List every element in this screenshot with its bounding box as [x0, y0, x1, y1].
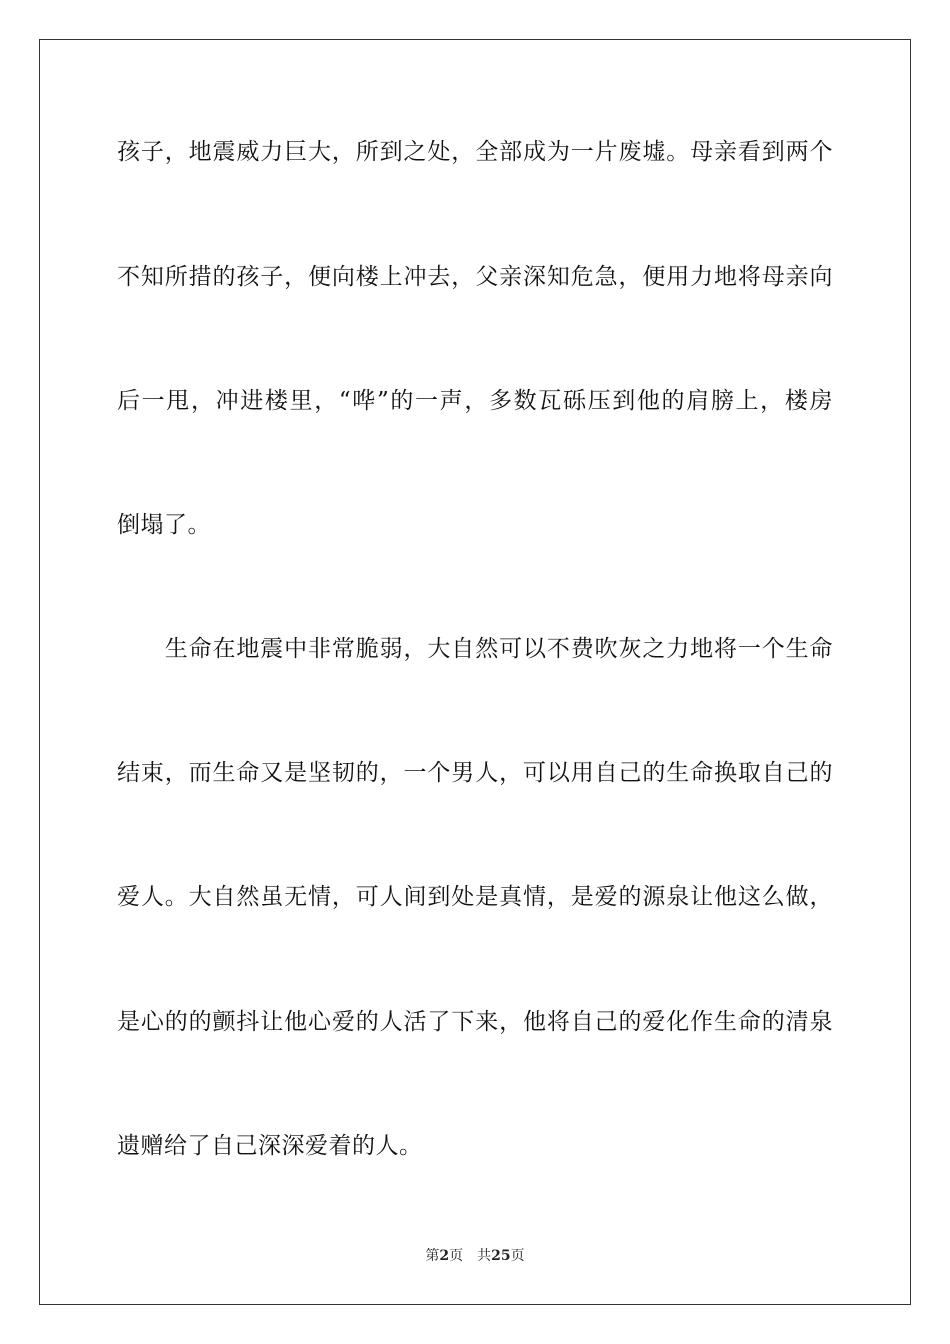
footer-suffix: 页: [510, 1248, 525, 1264]
body-text-line: 倒塌了。: [117, 512, 211, 538]
total-page-count: 25: [491, 1248, 511, 1264]
body-text-line: 爱人。大自然虽无情，可人间到处是真情，是爱的源泉让他这么做，: [117, 884, 833, 910]
current-page-number: 2: [439, 1248, 450, 1264]
page-number-footer: [0, 1246, 950, 1266]
body-text-line: 结束，而生命又是坚韧的，一个男人，可以用自己的生命换取自己的: [117, 760, 833, 786]
body-text-line: 是心的的颤抖让他心爱的人活了下来，他将自己的爱化作生命的清泉: [117, 1009, 833, 1035]
footer-mid: 页 共: [449, 1248, 492, 1264]
page-border: [39, 39, 911, 1305]
body-text-line: 不知所措的孩子，便向楼上冲去，父亲深知危急，便用力地将母亲向: [117, 264, 833, 290]
body-text-line: 孩子，地震威力巨大，所到之处，全部成为一片废墟。母亲看到两个: [117, 139, 833, 165]
body-text-line: 遗赠给了自己深深爱着的人。: [117, 1133, 423, 1159]
body-text-line: 后一甩，冲进楼里，“哗”的一声，多数瓦砾压到他的肩膀上，楼房: [117, 388, 833, 414]
body-text-line: 生命在地震中非常脆弱，大自然可以不费吹灰之力地将一个生命: [117, 636, 833, 662]
footer-prefix: 第: [425, 1248, 440, 1264]
